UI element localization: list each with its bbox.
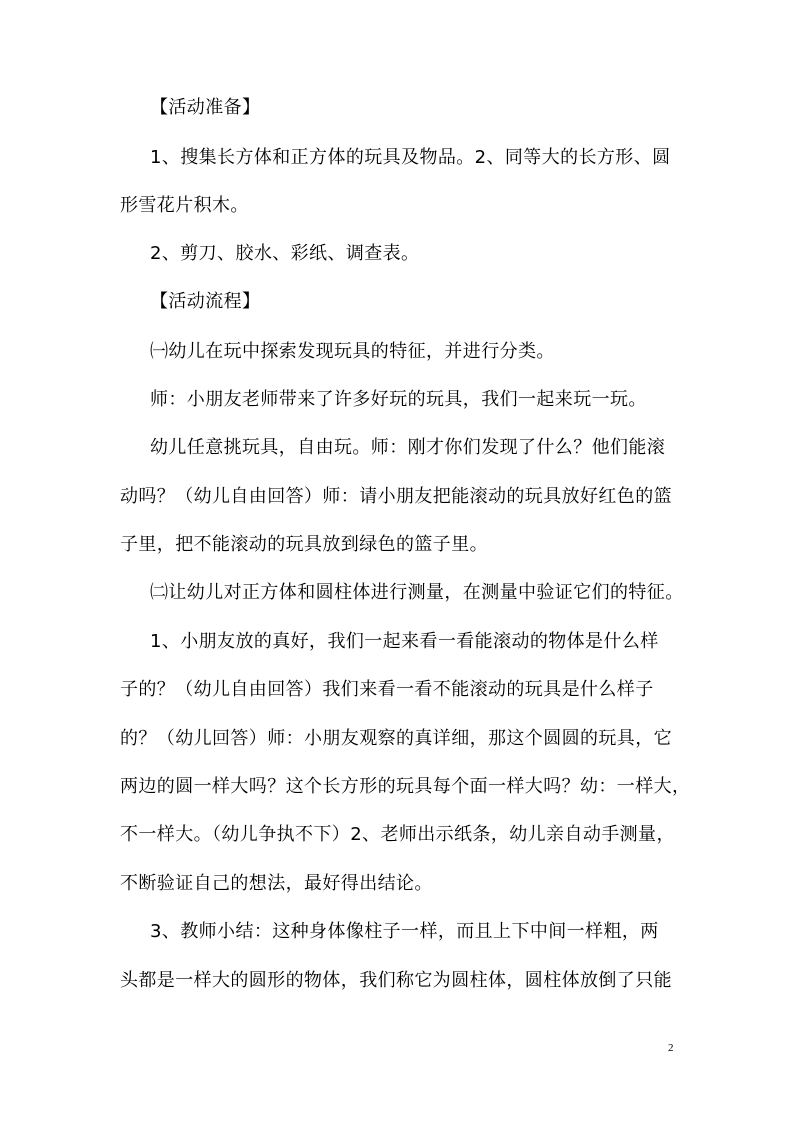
paragraph-line: 3、教师小结：这种身体像柱子一样，而且上下中间一样粗，两 [150, 921, 659, 942]
paragraph-line: 幼儿任意挑玩具，自由玩。师：刚才你们发现了什么？他们能滚 [150, 437, 666, 458]
paragraph-line: 不一样大。（幼儿争执不下）2、老师出示纸条，幼儿亲自动手测量， [120, 824, 675, 845]
paragraph-line: 不断验证自己的想法，最好得出结论。 [120, 873, 433, 894]
paragraph-line: 1、搜集长方体和正方体的玩具及物品。2、同等大的长方形、圆 [150, 147, 671, 168]
paragraph-line: 动吗？（幼儿自由回答）师：请小朋友把能滚动的玩具放好红色的篮 [120, 486, 672, 507]
paragraph-line: 1、小朋友放的真好，我们一起来看一看能滚动的物体是什么样 [150, 631, 659, 652]
paragraph-line: ㈡让幼儿对正方体和圆柱体进行测量，在测量中验证它们的特征。 [150, 582, 684, 603]
section-heading-preparation: 【活动准备】 [150, 97, 261, 118]
section-heading-process: 【活动流程】 [150, 291, 261, 312]
paragraph-line: 的？（幼儿回答）师：小朋友观察的真详细，那这个圆圆的玩具，它 [120, 728, 672, 749]
paragraph-line: 两边的圆一样大吗？这个长方形的玩具每个面一样大吗？幼：一样大， [120, 776, 691, 797]
paragraph-line: ㈠幼儿在玩中探索发现玩具的特征，并进行分类。 [150, 341, 555, 362]
paragraph-line: 师：小朋友老师带来了许多好玩的玩具，我们一起来玩一玩。 [150, 389, 647, 410]
paragraph-line: 2、剪刀、胶水、彩纸、调查表。 [150, 243, 420, 264]
page-number: 2 [668, 1042, 674, 1054]
paragraph-line: 形雪花片积木。 [120, 195, 249, 216]
paragraph-line: 子的？（幼儿自由回答）我们来看一看不能滚动的玩具是什么样子 [120, 679, 654, 700]
paragraph-line: 子里，把不能滚动的玩具放到绿色的篮子里。 [120, 534, 488, 555]
paragraph-line: 头都是一样大的圆形的物体，我们称它为圆柱体，圆柱体放倒了只能 [120, 970, 672, 991]
